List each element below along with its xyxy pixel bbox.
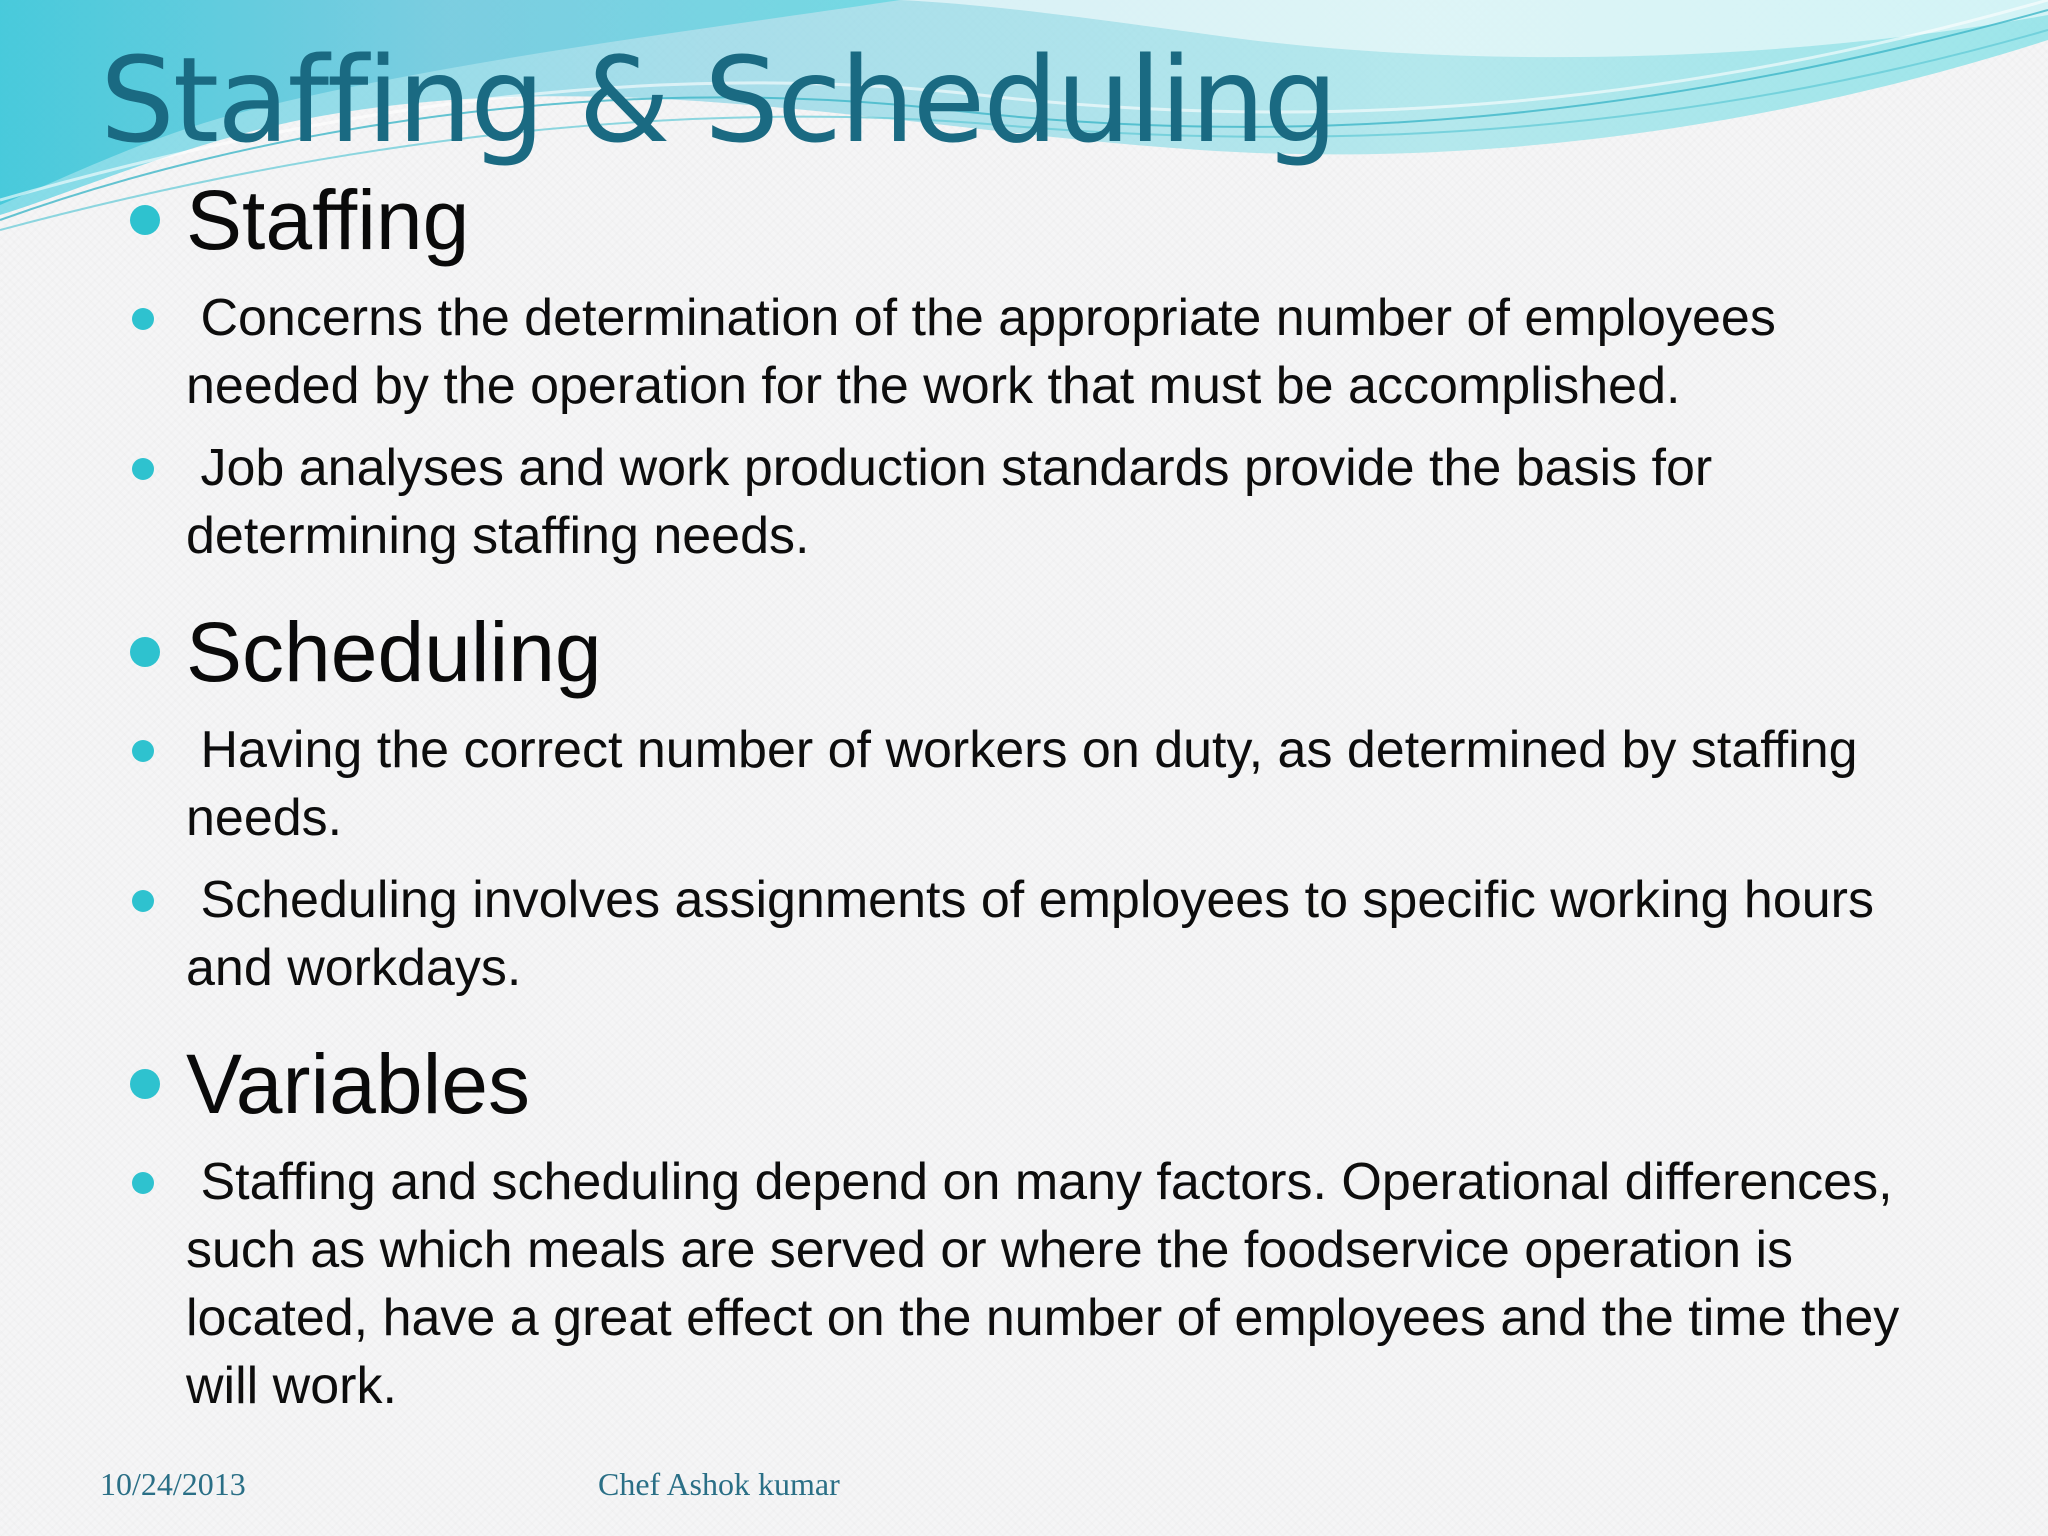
bullet-point-text: Staffing and scheduling depend on many factors. Operational differences, such as which meals are served or where the foodservice operation is located, have a great effect on the number of employees and the time they will work.: [186, 1153, 1914, 1415]
bullet-icon: [130, 637, 160, 667]
bullet-icon: [132, 890, 154, 912]
section-heading-text: Variables: [186, 1037, 530, 1131]
section-scheduling: [130, 602, 1950, 1002]
section-heading: [130, 1034, 1950, 1134]
bullet-point: [130, 284, 1950, 420]
footer-date: 10/24/2013: [100, 1466, 246, 1502]
bullet-icon: [132, 1172, 154, 1194]
section-heading: [130, 602, 1950, 702]
bullet-point-text: Scheduling involves assignments of employees to specific working hours and workdays.: [186, 871, 1889, 997]
bullet-icon: [130, 1069, 160, 1099]
section-staffing: [130, 170, 1950, 570]
section-variables: [130, 1034, 1950, 1420]
bullet-icon: [132, 458, 154, 480]
bullet-point-text: Job analyses and work production standards provide the basis for determining staffing needs.: [186, 439, 1727, 565]
bullet-icon: [132, 740, 154, 762]
bullet-icon: [132, 308, 154, 330]
slide-title: Staffing & Scheduling: [100, 31, 1337, 169]
section-heading-text: Scheduling: [186, 605, 602, 699]
bullet-icon: [130, 205, 160, 235]
bullet-point: [130, 1148, 1950, 1420]
footer-author: Chef Ashok kumar: [598, 1466, 840, 1502]
section-heading: [130, 170, 1950, 270]
bullet-point-text: Concerns the determination of the appropriate number of employees needed by the operation for the work that must be accomplished.: [186, 289, 1791, 415]
bullet-point: [130, 866, 1950, 1002]
bullet-point: [130, 716, 1950, 852]
section-heading-text: Staffing: [186, 173, 470, 267]
bullet-point: [130, 434, 1950, 570]
bullet-point-text: Having the correct number of workers on duty, as determined by staffing needs.: [186, 721, 1873, 847]
slide-content: [130, 170, 1950, 1420]
